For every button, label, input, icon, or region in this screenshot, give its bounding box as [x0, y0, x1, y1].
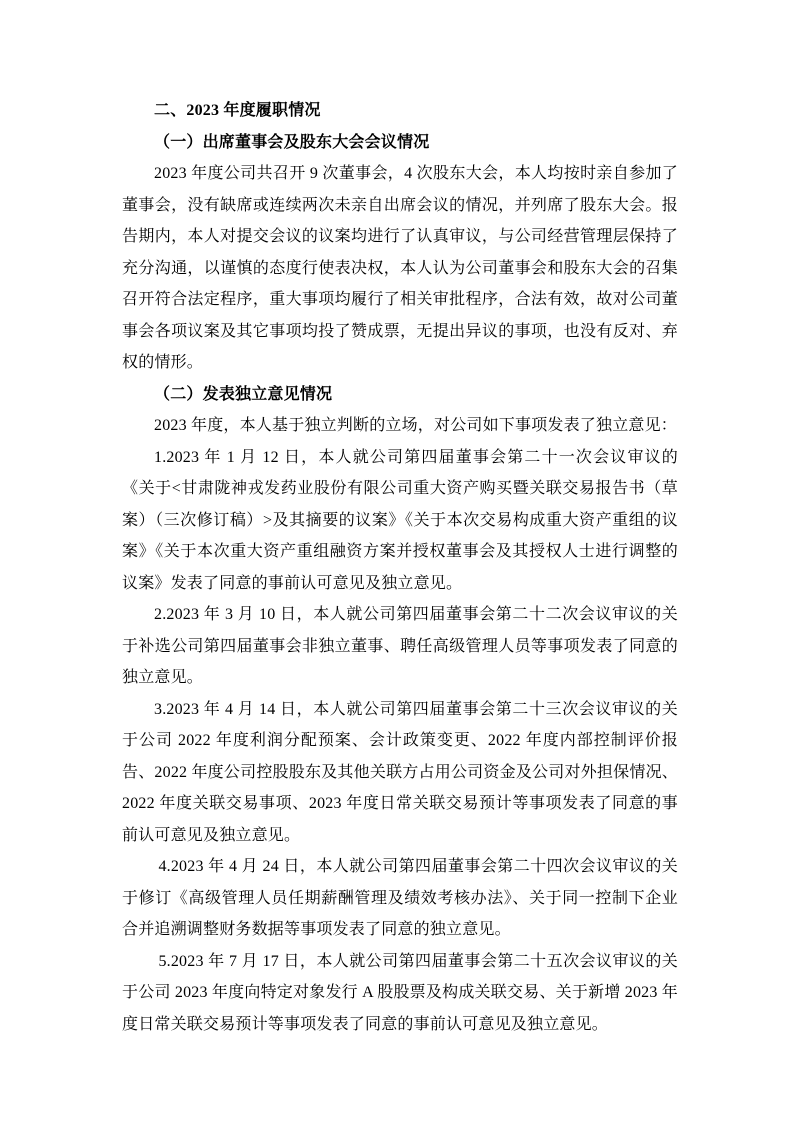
opinion-item-1: 1.2023 年 1 月 12 日，本人就公司第四届董事会第二十一次会议审议的《关于<甘肃陇神戎发药业股份有限公司重大资产购买暨关联交易报告书（草案）（三次修订稿）>及其摘要的议案》《关于本次交易构成重大资产重组的议案》《关于本次重大资产重组融资方案并授权董事会及其授权人士进行调整的议案》发表了同意的事前认可意见及独立意见。: [122, 448, 678, 592]
opinion-item-2: 2.2023 年 3 月 10 日，本人就公司第四届董事会第二十二次会议审议的关于补选公司第四届董事会非独立董事、聘任高级管理人员等事项发表了同意的独立意见。: [122, 606, 678, 686]
subsection-1-heading: （一）出席董事会及股东大会会议情况: [154, 133, 430, 151]
subsection-1-paragraph: 2023 年度公司共召开 9 次董事会，4 次股东大会，本人均按时亲自参加了董事会，没有缺席或连续两次未亲自出席会议的情况，并列席了股东大会。报告期内，本人对提交会议的议案均进行了认真审议，与公司经营管理层保持了充分沟通，以谨慎的态度行使表决权，本人认为公司董事会和股东大会的召集召开符合法定程序，重大事项均履行了相关审批程序，合法有效，故对公司董事会各项议案及其它事项均投了赞成票，无提出异议的事项，也没有反对、弃权的情形。: [122, 165, 678, 371]
opinion-item-3: 3.2023 年 4 月 14 日，本人就公司第四届董事会第二十三次会议审议的关于公司 2022 年度利润分配预案、会计政策变更、2022 年度内部控制评价报告、2022 年度公司控股股东及其他关联方占用公司资金及公司对外担保情况、2022 年度关联交易事项、2023 年度日常关联交易预计等事项发表了同意的事前认可意见及独立意见。: [122, 700, 678, 844]
section-title: 二、2023 年度履职情况: [154, 102, 321, 119]
opinion-item-5: 5.2023 年 7 月 17 日，本人就公司第四届董事会第二十五次会议审议的关于公司 2023 年度向特定对象发行 A 股股票及构成关联交易、关于新增 2023 年度日常关联交易预计等事项发表了同意的事前认可意见及独立意见。: [122, 952, 678, 1033]
opinion-item-4: 4.2023 年 4 月 24 日，本人就公司第四届董事会第二十四次会议审议的关于修订《高级管理人员任期薪酬管理及绩效考核办法》、关于同一控制下企业合并追溯调整财务数据等事项发表了同意的独立意见。: [122, 858, 678, 938]
subsection-2-intro: 2023 年度，本人基于独立判断的立场，对公司如下事项发表了独立意见：: [154, 417, 678, 434]
subsection-2-heading: （二）发表独立意见情况: [154, 385, 333, 403]
